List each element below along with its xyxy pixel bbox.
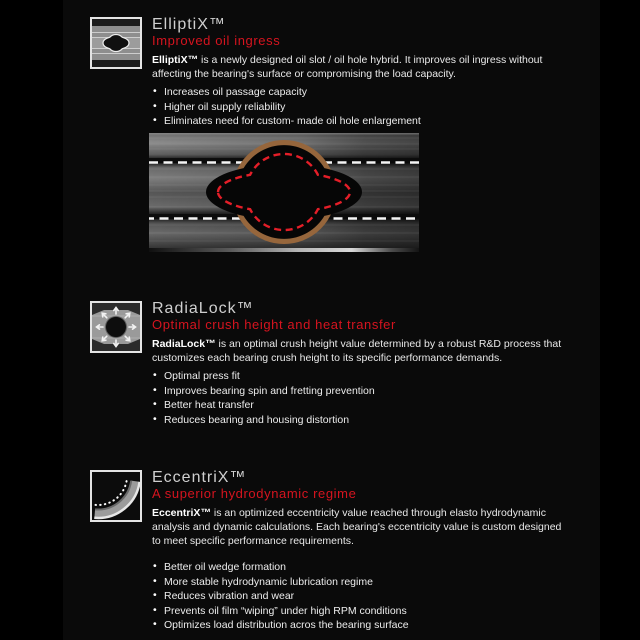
bearing-photo: [149, 133, 419, 252]
radialock-crush-icon: [90, 301, 142, 353]
bullet-item: • Eliminates need for custom- made oil hole enlargement: [152, 115, 572, 129]
bullet-item: • More stable hydrodynamic lubrication regime: [152, 576, 572, 590]
section-title: ElliptiX™: [152, 16, 226, 33]
section-subtitle: A superior hydrodynamic regime: [152, 486, 357, 501]
section-radialock: [90, 301, 572, 428]
product-name: EccentriX™: [152, 507, 211, 519]
section-body: ElliptiX™ is a newly designed oil slot / oil hole hybrid. It improves oil ingress without affecting the bearing's surface or compromising the load capacity.: [152, 54, 543, 80]
bullet-item: • Better heat transfer: [152, 399, 572, 413]
elliptix-oil-slot-icon: [90, 17, 142, 69]
section-body: EccentriX™ is an optimized eccentricity value reached through elasto hydrodynamic analysis and dynamic calculations. Each bearing's eccentricity value is custom designed to meet specific performance requirements.: [152, 507, 562, 547]
bullet-list: [152, 86, 572, 129]
bullet-item: • Higher oil supply reliability: [152, 101, 572, 115]
section-subtitle: Optimal crush height and heat transfer: [152, 317, 396, 332]
product-name: RadiaLock™: [152, 338, 216, 350]
section-title: EccentriX™: [152, 469, 247, 486]
bullet-list: [152, 370, 572, 427]
section-body: RadiaLock™ is an optimal crush height value determined by a robust R&D process that customizes each bearing crush height to its specific performance demands.: [152, 338, 562, 364]
section-title: RadiaLock™: [152, 300, 254, 317]
eccentrix-arc-icon: [90, 470, 142, 522]
bullet-item: • Reduces vibration and wear: [152, 590, 572, 604]
bullet-item: • Better oil wedge formation: [152, 561, 572, 575]
product-name: ElliptiX™: [152, 54, 199, 66]
bullet-item: • Improves bearing spin and fretting prevention: [152, 385, 572, 399]
bullet-item: • Reduces bearing and housing distortion: [152, 414, 572, 428]
bullet-item: • Optimal press fit: [152, 370, 572, 384]
bullet-item: • Optimizes load distribution acros the bearing surface: [152, 619, 572, 633]
section-elliptix: [90, 17, 572, 130]
bullet-item: • Increases oil passage capacity: [152, 86, 572, 100]
section-subtitle: Improved oil ingress: [152, 33, 281, 48]
section-eccentrix: [90, 470, 572, 634]
bullet-item: • Prevents oil film “wiping” under high RPM conditions: [152, 605, 572, 619]
bullet-list: [152, 561, 572, 633]
